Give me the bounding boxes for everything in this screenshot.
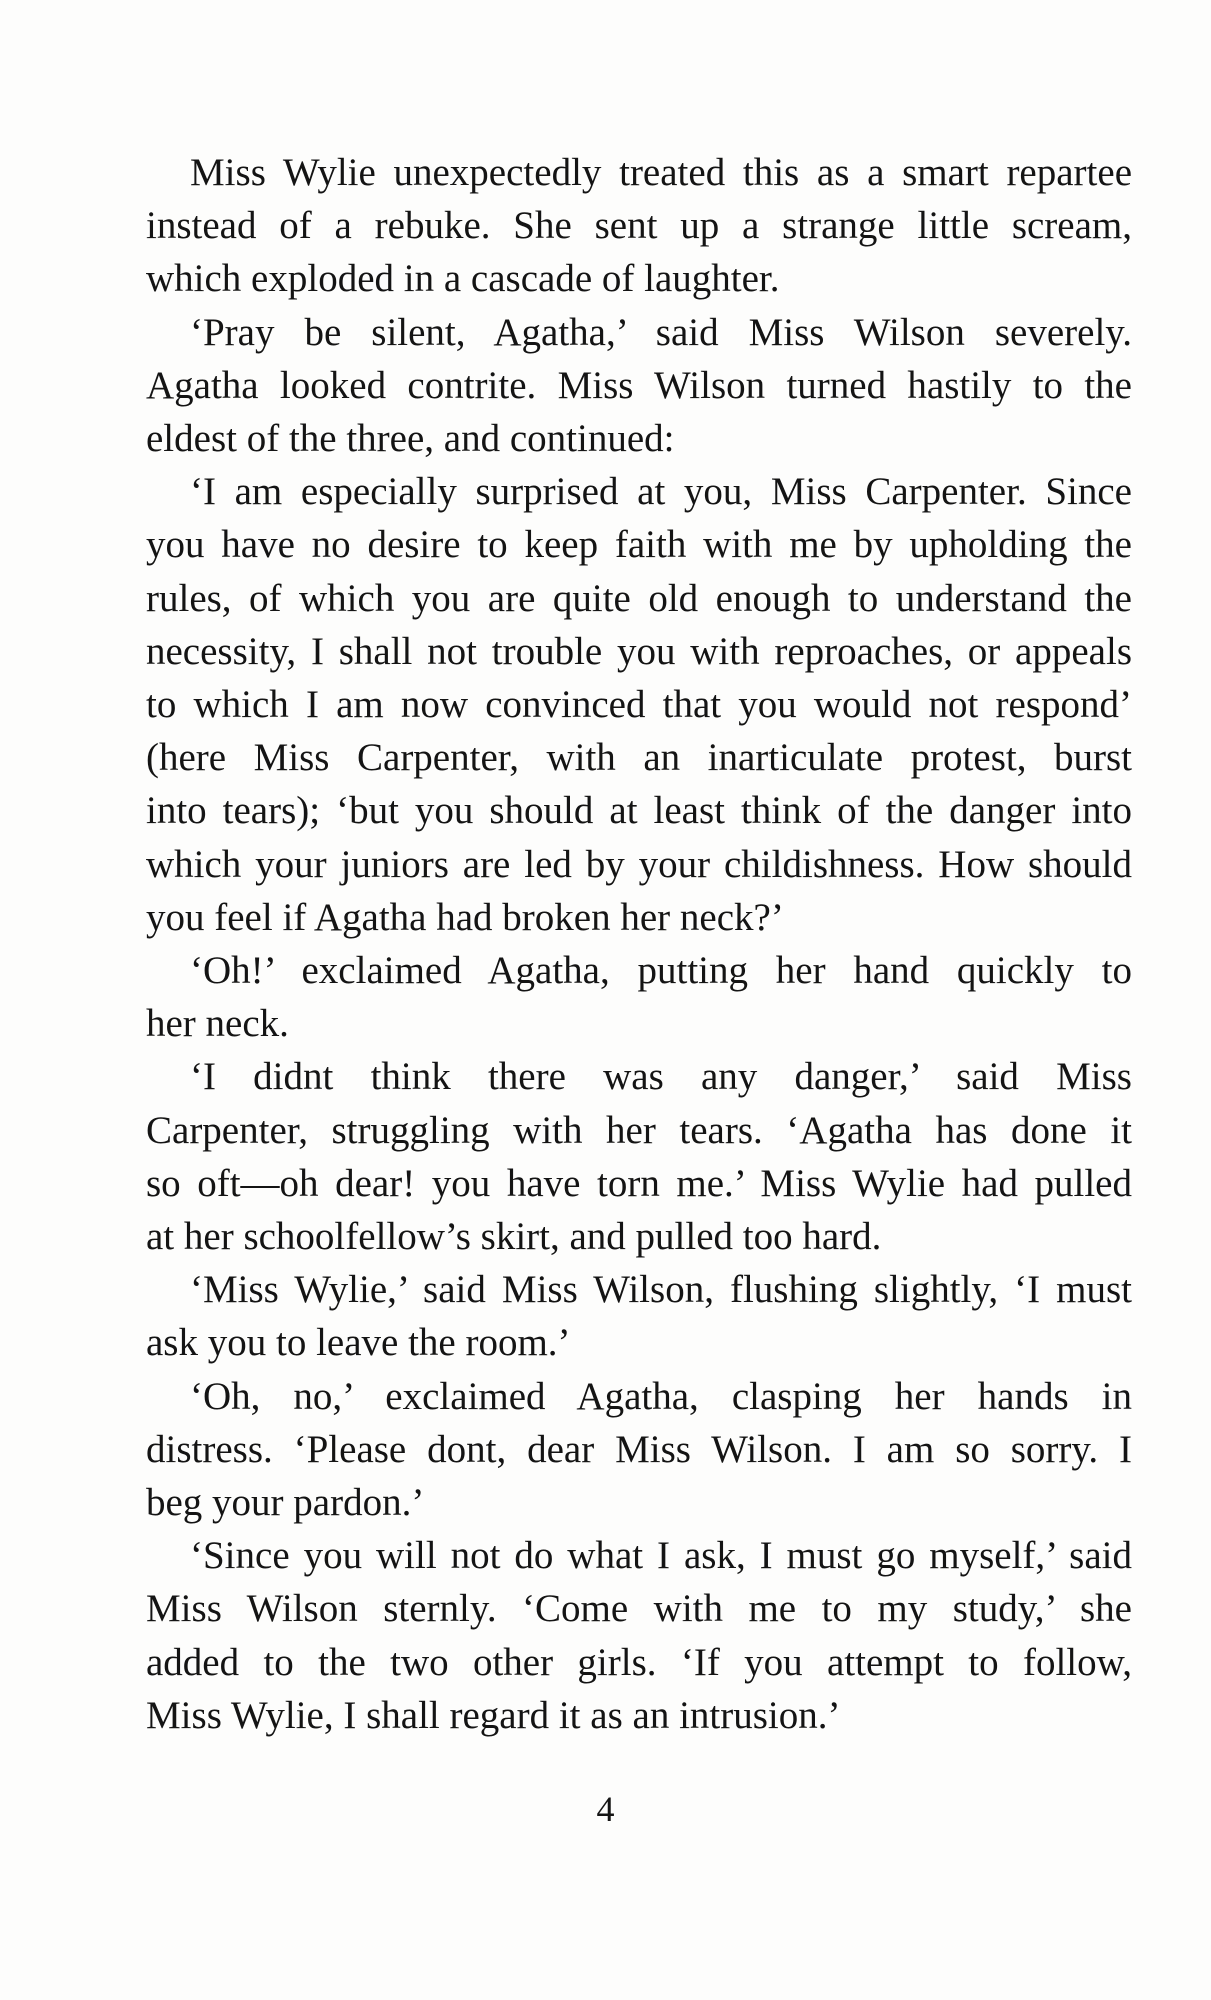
text-line: ‘Pray be silent, Agatha,’ said Miss Wilson severely. xyxy=(190,310,1132,354)
text-line: necessity, I shall not trouble you with reproaches, or appeals xyxy=(146,629,1132,673)
text-line: Agatha looked contrite. Miss Wilson turned hastily to the xyxy=(146,363,1132,407)
text-line: at her schoolfellow’s skirt, and pulled too hard. xyxy=(146,1215,882,1259)
text-line: so oft—oh dear! you have torn me.’ Miss Wylie had pulled xyxy=(146,1161,1132,1205)
paragraph xyxy=(146,1050,1132,1263)
text-line: ‘Oh!’ exclaimed Agatha, putting her hand quickly to xyxy=(190,949,1132,993)
page-number: 4 xyxy=(596,1789,615,1829)
text-line: added to the two other girls. ‘If you attempt to follow, xyxy=(146,1640,1132,1684)
text-line: Carpenter, struggling with her tears. ‘Agatha has done it xyxy=(146,1108,1132,1152)
paragraph xyxy=(146,465,1132,944)
text-line: her neck. xyxy=(146,1002,289,1046)
text-line: Miss Wylie, I shall regard it as an intrusion.’ xyxy=(146,1693,841,1737)
text-line: beg your pardon.’ xyxy=(146,1481,425,1525)
text-line: Miss Wilson sternly. ‘Come with me to my study,’ she xyxy=(146,1587,1132,1631)
text-line: ‘Oh, no,’ exclaimed Agatha, clasping her hands in xyxy=(190,1374,1132,1418)
text-line: (here Miss Carpenter, with an inarticulate protest, burst xyxy=(146,736,1132,780)
text-line: to which I am now convinced that you would not respond’ xyxy=(146,683,1132,727)
text-line: eldest of the three, and continued: xyxy=(146,417,675,461)
text-line: Miss Wylie unexpectedly treated this as a smart repartee xyxy=(190,151,1132,194)
body-text xyxy=(146,146,1132,1742)
text-line: ‘I didnt think there was any danger,’ said Miss xyxy=(190,1055,1132,1099)
text-line: you have no desire to keep faith with me by upholding the xyxy=(146,523,1132,567)
text-line: rules, of which you are quite old enough to understand the xyxy=(146,576,1132,620)
paragraph xyxy=(146,1529,1132,1742)
text-line: ‘I am especially surprised at you, Miss Carpenter. Since xyxy=(190,470,1132,514)
paragraph xyxy=(146,146,1132,306)
text-line: ‘Miss Wylie,’ said Miss Wilson, flushing slightly, ‘I must xyxy=(190,1268,1132,1312)
text-line: ‘Since you will not do what I ask, I must go myself,’ said xyxy=(190,1534,1132,1578)
paragraph xyxy=(146,1370,1132,1530)
text-line: distress. ‘Please dont, dear Miss Wilson. I am so sorry. I xyxy=(146,1427,1132,1471)
text-line: which your juniors are led by your childishness. How should xyxy=(146,842,1132,886)
text-line: you feel if Agatha had broken her neck?’ xyxy=(146,895,784,939)
paragraph xyxy=(146,306,1132,466)
text-line: which exploded in a cascade of laughter. xyxy=(146,257,780,301)
paragraph xyxy=(146,944,1132,1050)
text-line: instead of a rebuke. She sent up a strange little scream, xyxy=(146,204,1132,248)
paragraph xyxy=(146,1263,1132,1369)
text-line: into tears); ‘but you should at least think of the danger into xyxy=(146,789,1132,833)
text-line: ask you to leave the room.’ xyxy=(146,1321,571,1365)
